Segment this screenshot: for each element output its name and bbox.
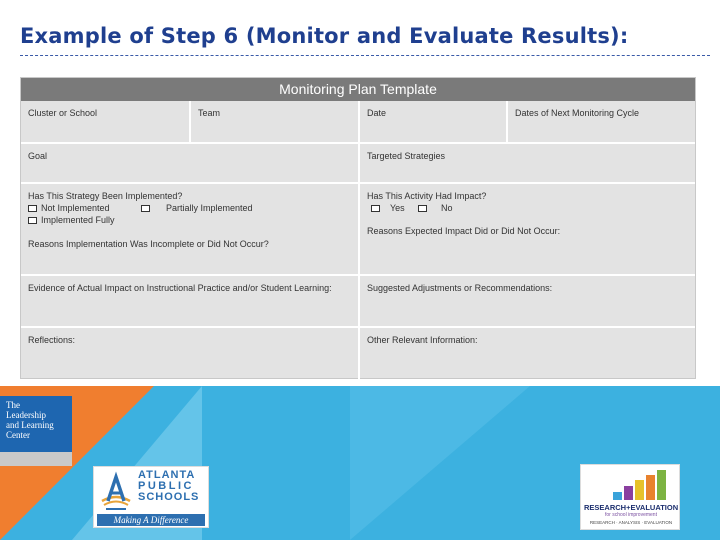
- re-logo-bar-2: [624, 486, 633, 500]
- date-label: Date: [367, 108, 387, 118]
- impact-options: [367, 202, 690, 214]
- reasons-impact-label: Reasons Expected Impact Did or Did Not Occur:: [367, 226, 561, 236]
- implementation-cell[interactable]: [21, 184, 360, 274]
- aps-name-line-3: SCHOOLS: [138, 491, 200, 503]
- adjustments-label: Suggested Adjustments or Recommendations:: [367, 283, 553, 293]
- goal-label: Goal: [28, 151, 48, 161]
- aps-name-line-1: ATLANTA: [138, 469, 196, 481]
- implemented-fully-checkbox[interactable]: [28, 217, 37, 224]
- llc-logo-gray-band: [0, 452, 72, 466]
- partially-implemented-label: Partially Implemented: [166, 203, 253, 213]
- not-implemented-label: Not Implemented: [41, 203, 110, 213]
- title-divider: [20, 55, 710, 56]
- reasons-incomplete-label: Reasons Implementation Was Incomplete or Did Not Occur?: [28, 239, 269, 249]
- slide-footer: [0, 386, 720, 540]
- reflections-cell[interactable]: [21, 328, 360, 380]
- template-row-2: [21, 144, 695, 184]
- partially-implemented-checkbox[interactable]: [141, 205, 150, 212]
- impact-yes-checkbox[interactable]: [371, 205, 380, 212]
- leadership-learning-center-logo: [0, 396, 72, 452]
- date-cell[interactable]: [360, 101, 508, 142]
- implemented-question: Has This Strategy Been Implemented?: [28, 191, 183, 201]
- goal-cell[interactable]: [21, 144, 360, 182]
- impact-no-label: No: [441, 203, 453, 213]
- slide-title: Example of Step 6 (Monitor and Evaluate Results):: [20, 24, 629, 48]
- evidence-label: Evidence of Actual Impact on Instructional Practice and/or Student Learning:: [28, 283, 332, 293]
- strategies-cell[interactable]: [360, 144, 697, 182]
- re-logo-bar-1: [613, 492, 622, 500]
- aps-emblem-icon: [98, 471, 134, 511]
- next-cycle-cell[interactable]: [508, 101, 697, 142]
- aps-name-line-2: PUBLIC: [138, 480, 194, 492]
- aps-tagline: Making A Difference: [97, 514, 205, 526]
- re-logo-name: RESEARCH+EVALUATION: [584, 503, 679, 512]
- impact-yes-label: Yes: [390, 203, 405, 213]
- re-logo-tagline: RESEARCH · ANALYSIS · EVALUATION: [589, 520, 673, 525]
- other-info-cell[interactable]: [360, 328, 697, 380]
- impact-no-checkbox[interactable]: [418, 205, 427, 212]
- template-header: Monitoring Plan Template: [21, 78, 695, 101]
- adjustments-cell[interactable]: [360, 276, 697, 326]
- not-implemented-checkbox[interactable]: [28, 205, 37, 212]
- implementation-options-line-2: [28, 214, 351, 226]
- template-row-1: [21, 101, 695, 144]
- reflections-label: Reflections:: [28, 335, 76, 345]
- cluster-cell[interactable]: [21, 101, 191, 142]
- aps-name: [138, 470, 206, 503]
- other-info-label: Other Relevant Information:: [367, 335, 478, 345]
- template-row-3: [21, 184, 695, 276]
- implemented-fully-label: Implemented Fully: [41, 215, 115, 225]
- cluster-label: Cluster or School: [28, 108, 98, 118]
- re-logo-subtitle: for school improvement: [605, 512, 657, 518]
- strategies-label: Targeted Strategies: [367, 151, 446, 161]
- next-cycle-label: Dates of Next Monitoring Cycle: [515, 108, 640, 118]
- monitoring-plan-template: [20, 77, 696, 379]
- llc-logo-line-3: and Learning: [6, 420, 54, 430]
- re-logo-bar-4: [646, 475, 655, 500]
- evidence-cell[interactable]: [21, 276, 360, 326]
- llc-logo-line-2: Leadership: [6, 410, 46, 420]
- team-cell[interactable]: [191, 101, 360, 142]
- footer-light-shape-2: [350, 386, 530, 540]
- team-label: Team: [198, 108, 221, 118]
- impact-cell[interactable]: [360, 184, 697, 274]
- re-logo-bar-5: [657, 470, 666, 500]
- atlanta-public-schools-logo: [93, 466, 209, 528]
- llc-logo-line-4: Center: [6, 430, 30, 440]
- implementation-options-line-1: [28, 202, 351, 214]
- llc-logo-line-1: The: [6, 400, 20, 410]
- template-row-4: [21, 276, 695, 328]
- re-logo-bar-3: [635, 480, 644, 500]
- research-evaluation-logo: [580, 464, 680, 530]
- template-row-5: [21, 328, 695, 380]
- impact-question: Has This Activity Had Impact?: [367, 191, 487, 201]
